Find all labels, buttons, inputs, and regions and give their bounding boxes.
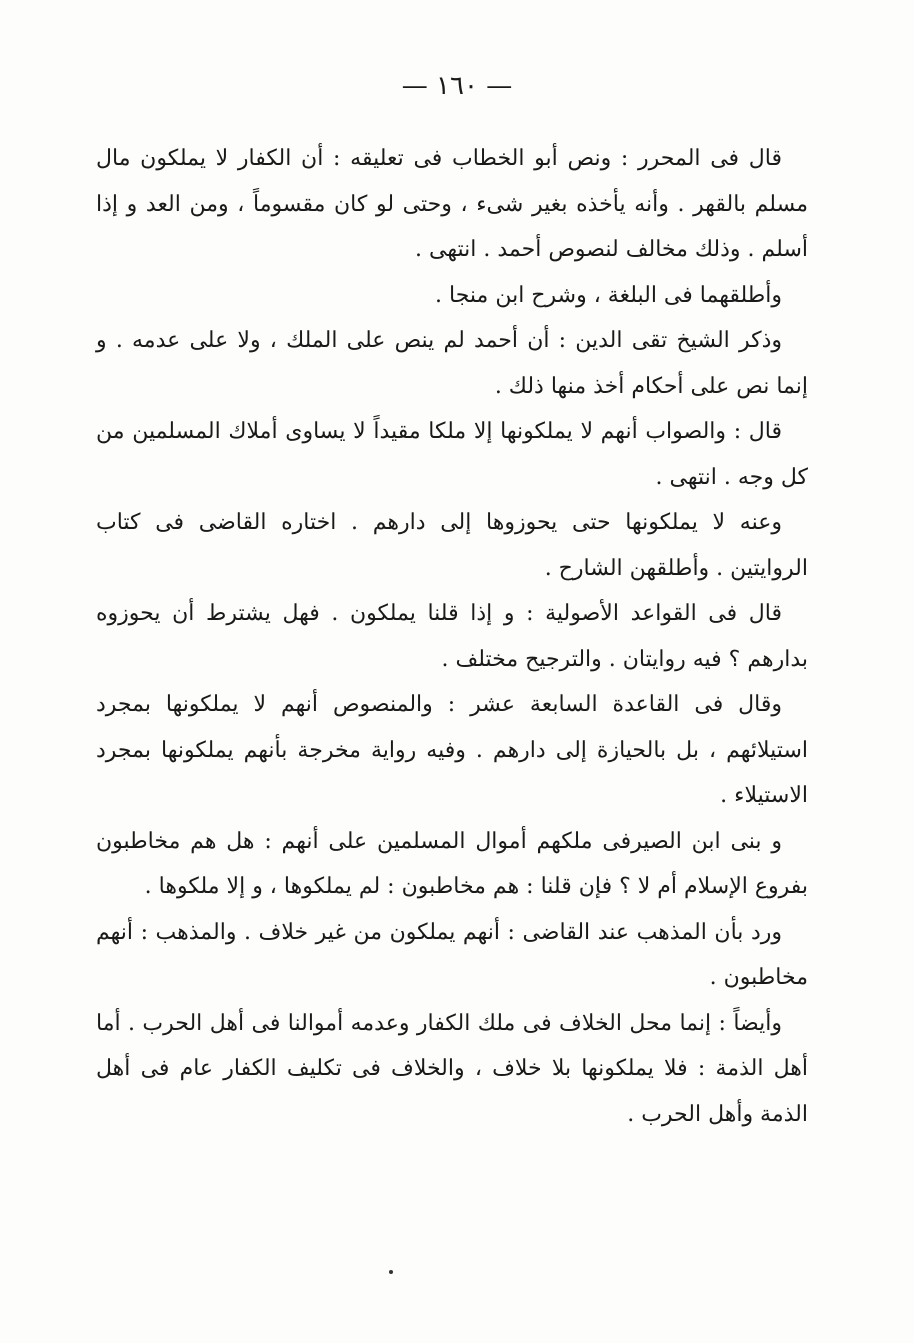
paragraph: وقال فى القاعدة السابعة عشر : والمنصوص أنهم لا يملكونها بمجرد استيلائهم ، بل بالحيازة إلى دارهم . وفيه رواية مخرجة بأنهم يملكونها بمجرد الاستيلاء . <box>96 692 808 808</box>
paragraph: قال فى القواعد الأصولية : و إذا قلنا يملكون . فهل يشترط أن يحوزوه بدارهم ؟ فيه روايتان . والترجيح مختلف . <box>96 601 808 672</box>
paragraph: و بنى ابن الصيرفى ملكهم أموال المسلمين على أنهم : هل هم مخاطبون بفروع الإسلام أم لا ؟ فإن قلنا : هم مخاطبون : لم يملكوها ، و إلا ملكوها . <box>96 828 808 899</box>
paragraph: وأيضاً : إنما محل الخلاف فى ملك الكفار وعدمه أموالنا فى أهل الحرب . أما أهل الذمة : فلا يملكونها بلا خلاف ، والخلاف فى تكليف الكفار عام فى أهل الذمة وأهل الحرب . <box>96 1010 808 1127</box>
paragraph: ورد بأن المذهب عند القاضى : أنهم يملكون من غير خلاف . والمذهب : أنهم مخاطبون . <box>96 919 808 990</box>
paragraph: وعنه لا يملكونها حتى يحوزوها إلى دارهم . اختاره القاضى فى كتاب الروايتين . وأطلقهن الشارح . <box>96 510 808 581</box>
paragraph: قال : والصواب أنهم لا يملكونها إلا ملكا مقيداً لا يساوى أملاك المسلمين من كل وجه . انتهى . <box>96 419 808 490</box>
page-number: — ١٦٠ — <box>401 71 513 101</box>
paragraph: وأطلقهما فى البلغة ، وشرح ابن منجا . <box>435 282 782 308</box>
paragraph: وذكر الشيخ تقى الدين : أن أحمد لم ينص على الملك ، ولا على عدمه . و إنما نص على أحكام أخذ منها ذلك . <box>96 328 808 399</box>
body-text <box>96 136 808 1137</box>
print-mark-dot <box>389 1270 393 1274</box>
paragraph: قال فى المحرر : ونص أبو الخطاب فى تعليقه : أن الكفار لا يملكون مال مسلم بالقهر . وأنه يأخذه بغير شىء ، وحتى لو كان مقسوماً ، ومن العد و إذا أسلم . وذلك مخالف لنصوص أحمد . انتهى . <box>96 146 808 262</box>
